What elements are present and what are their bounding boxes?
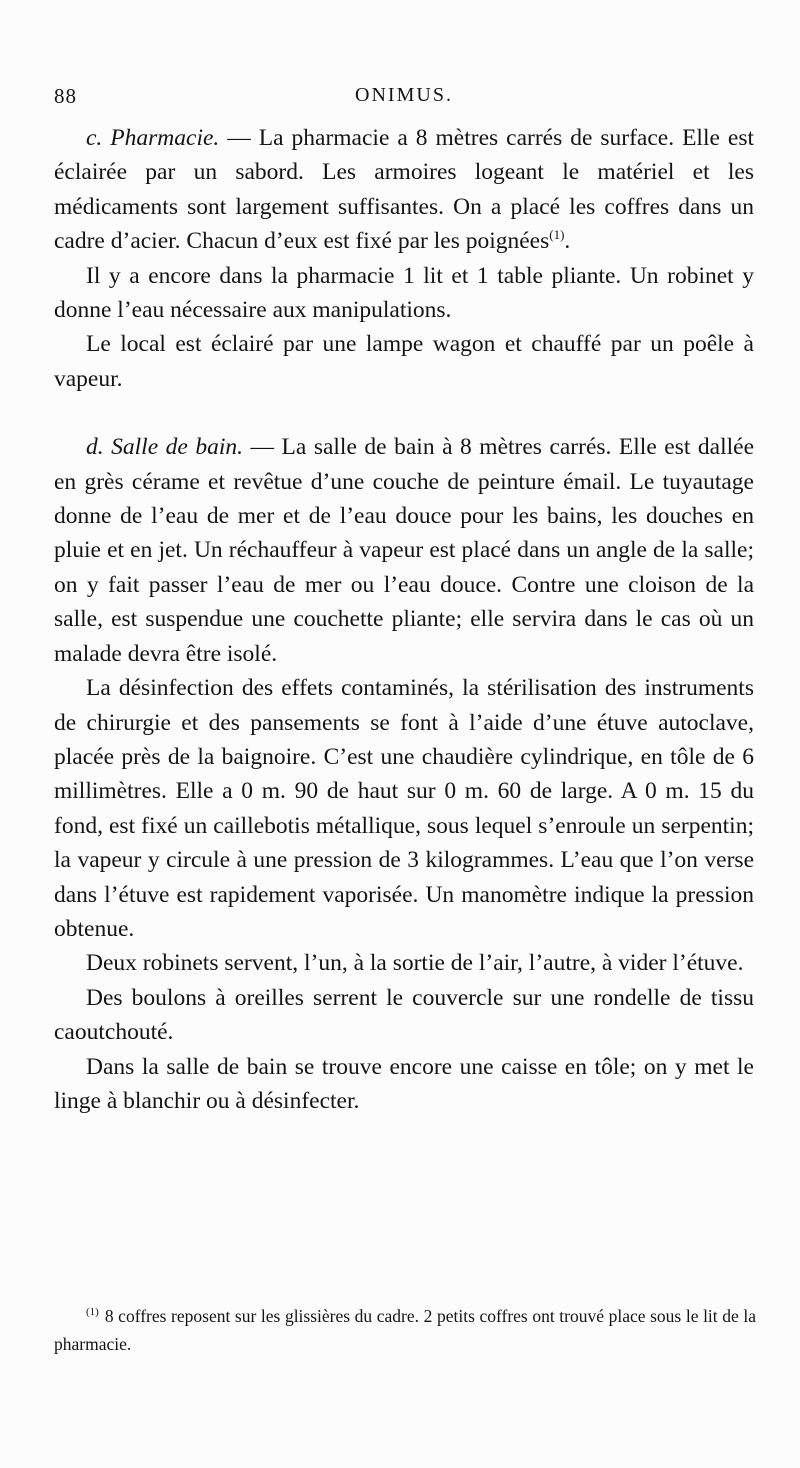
footnote-reference: (1) <box>549 227 565 243</box>
heading-dash: — <box>219 125 259 151</box>
footnote-marker: (1) <box>86 1306 99 1319</box>
footnote-text-block <box>54 1302 756 1358</box>
paragraph-end: . <box>564 228 571 255</box>
paragraph-caisse: Dans la salle de bain se trouve encore une caisse en tôle; on y met le linge à blanchir ou à désinfecter. <box>54 1053 754 1114</box>
section-heading-pharmacie: c. Pharmacie. <box>86 125 220 151</box>
running-head: ONIMUS. <box>355 84 453 106</box>
paragraph-text: La salle de bain à 8 mètres carrés. Elle est dallée en grès cérame et revêtue d’une couche de peinture émail. Le tuyautage donne de l’eau de mer et de l’eau douce pour les bains, les douches en pluie et en jet. Un réchauffeur à vapeur est placé dans un angle de la salle; on y fait passer l’eau de mer ou l’eau douce. Contre une cloison de la salle, est suspendue une couchette pliante; elle servira dans le cas où un malade devra être isolé. <box>54 434 754 667</box>
paragraph-pharmacie <box>54 121 754 259</box>
section-heading-salle-de-bain: d. Salle de bain. <box>86 434 243 461</box>
body-text <box>54 121 754 1118</box>
paragraph-boulons: Des boulons à oreilles serrent le couvercle sur une rondelle de tissu caoutchouté. <box>54 984 754 1046</box>
paragraph-salle-de-bain <box>54 430 754 671</box>
footnote-text: 8 coffres reposent sur les glissières du cadre. 2 petits coffres ont trouvé place sous le lit de la pharmacie. <box>54 1306 756 1354</box>
paragraph-text: La pharmacie a 8 mètres carrés de surface. Elle est éclairée par un sabord. Les armoires logeant le matériel et les médicaments sont largement suffisantes. On a placé les coffres dans un cadre d’acier. Chacun d’eux est fixé par les poignées <box>54 125 754 255</box>
paragraph-robinets: Deux robinets servent, l’un, à la sortie de l’air, l’autre, à vider l’étuve. <box>86 950 744 977</box>
heading-dash: — <box>243 434 282 461</box>
paragraph-desinfection: La désinfection des effets contaminés, la stérilisation des instruments de chirurgie et des pansements se font à l’aide d’une étuve autoclave, placée près de la baignoire. C’est une chaudière cylindrique, en tôle de 6 millimètres. Elle a 0 m. 90 de haut sur 0 m. 60 de large. A 0 m. 15 du fond, est fixé un caillebotis métallique, sous lequel s’enroule un serpentin; la vapeur y circule à une pression de 3 kilogrammes. L’eau que l’on verse dans l’étuve est rapidement vaporisée. Un manomètre indique la pression obtenue. <box>54 675 754 942</box>
page-header <box>54 84 754 114</box>
page-number: 88 <box>54 84 77 108</box>
paragraph-pharmacie-equipment: Il y a encore dans la pharmacie 1 lit et 1 table pliante. Un robinet y donne l’eau nécessaire aux manipulations. <box>54 262 754 324</box>
footnote <box>54 1302 756 1358</box>
paragraph-pharmacie-heating: Le local est éclairé par une lampe wagon et chauffé par un poêle à vapeur. <box>54 331 754 392</box>
